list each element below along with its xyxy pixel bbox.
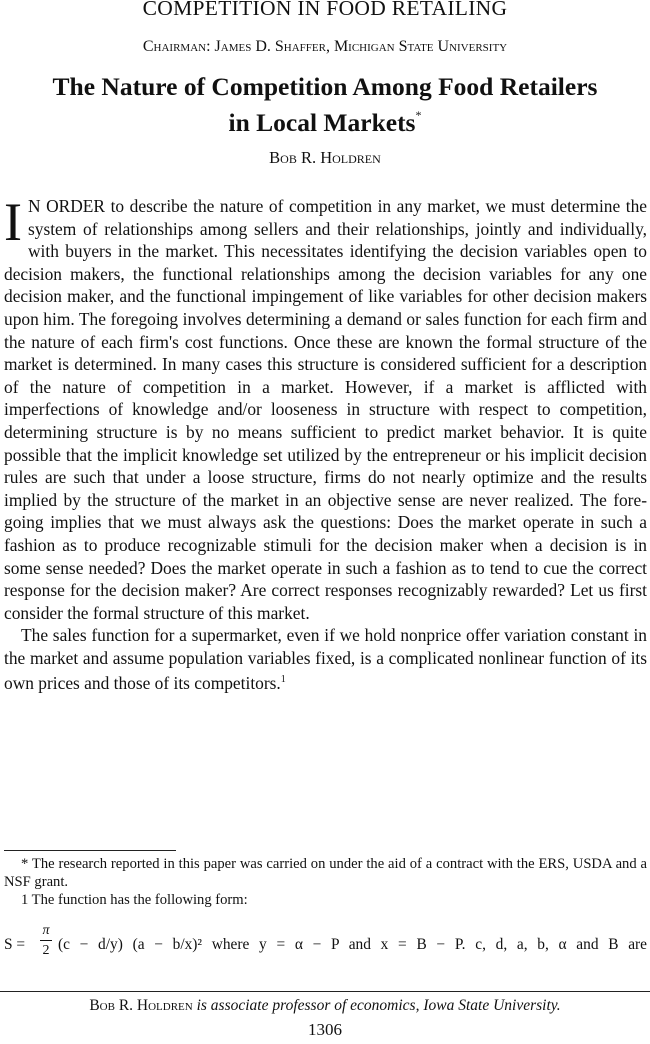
footnotes	[4, 855, 647, 909]
chairman-line: Chairman: James D. Shaffer, Michigan State University	[142, 38, 508, 55]
formula-lhs: S =	[4, 936, 26, 953]
formula-numerator: π	[42, 923, 50, 938]
section-heading: COMPETITION IN FOOD RETAILING	[142, 0, 508, 20]
fraction-bar	[40, 940, 52, 941]
paper-title	[0, 72, 650, 137]
page-number: 1306	[308, 1020, 342, 1039]
sales-function-formula	[4, 922, 647, 966]
bottom-rule	[0, 991, 650, 992]
formula-fraction	[40, 922, 52, 959]
paragraph-1	[4, 192, 647, 624]
paragraph-2-text: The sales function for a supermarket, even if we hold nonprice offer variation constant in the market and assume population variables fixed, is a complicated nonlinear function of its own prices and those of its competitors.	[4, 625, 647, 694]
footnote-star: * The research reported in this paper was carried on under the aid of a contract with the ERS, USDA and a NSF grant.	[4, 856, 647, 890]
title-line-1: The Nature of Competition Among Food Retailers	[52, 72, 598, 101]
title-line-2: in Local Markets	[228, 108, 416, 137]
formula-rhs: (c − d/y) (a − b/x)² where y = α − P and x = B − P. c, d, a, b, α and B are	[58, 936, 647, 953]
footnote-rule	[4, 850, 176, 851]
author-note-affiliation: is associate professor of economics, Iowa State University.	[196, 997, 561, 1014]
drop-cap: I	[4, 192, 22, 252]
paragraph-1-text: N ORDER to describe the nature of competition in any market, we must determine the system of relationships among sellers and their relationships, jointly and individually, with buyers in the market. This necessitates identifying the decision variables open to decision makers, the functional relationships among the decision variables for any one decision maker, and the functional impingement of like variables for other decision makers upon him. The foregoing involves determining a demand or sales function for each firm and the nature of each firm's cost functions. Once these are known the formal structure of the market is determined. In many cases this structure is considered sufficient for a description of the nature of competition in a market. However, if a market is afflicted with imperfections of knowledge and/or looseness in structure with respect to competition, determining structure is by no means sufficient to predict market behavior. It is quite possible that the implicit knowledge set utilized by the entrepreneur or his implicit decision rules are such that under a loose structure, firms do not nearly optimize and the results implied by the structure of the market in an objective sense are never realized. The foregoing implies that we must always ask the questions: Does the market operate in such a fashion as to produce recognizable stimuli for the decision maker when a decision is in some sense needed? Does the market operate in such a fashion as to tend to cue the correct response for the decision maker? Are correct responses recognizably rewarded? Let us first consider the formal structure of this market.	[4, 196, 647, 623]
author-note-name: Bob R. Holdren	[89, 997, 193, 1014]
author-note	[0, 997, 650, 1015]
footnote-1: 1 The function has the following form:	[21, 892, 248, 908]
body-text	[4, 192, 647, 695]
footnote-ref-1: 1	[280, 674, 286, 686]
title-footnote-mark: *	[415, 108, 422, 122]
author-name: Bob R. Holdren	[269, 148, 381, 167]
paragraph-2	[4, 624, 647, 695]
formula-denominator: 2	[42, 943, 50, 958]
